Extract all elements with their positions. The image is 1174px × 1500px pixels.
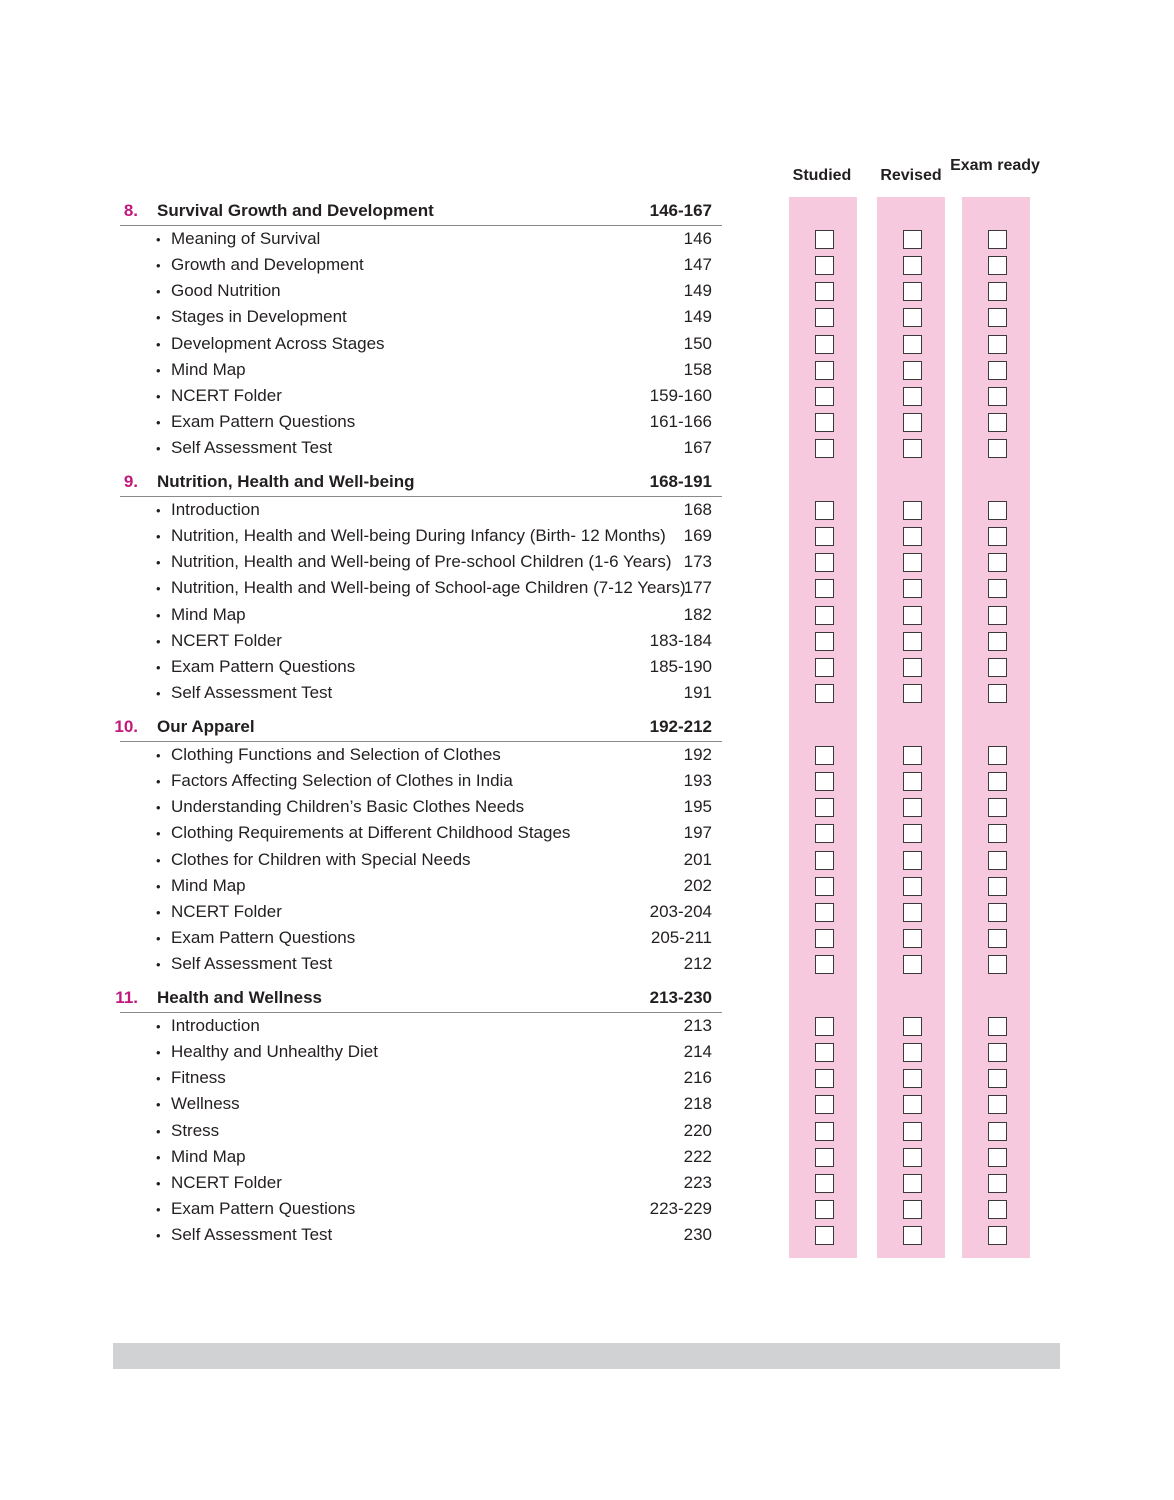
revised-checkbox[interactable] (903, 282, 922, 301)
studied-checkbox[interactable] (815, 230, 834, 249)
studied-checkbox[interactable] (815, 1122, 834, 1141)
revised-checkbox[interactable] (903, 387, 922, 406)
exam-ready-checkbox[interactable] (988, 256, 1007, 275)
topic-label: Stages in Development (171, 307, 347, 327)
chapter-title: Our Apparel (157, 717, 255, 736)
topic-label: Exam Pattern Questions (171, 928, 356, 948)
studied-checkbox[interactable] (815, 1148, 834, 1167)
exam-ready-checkbox[interactable] (988, 1069, 1007, 1088)
chapter-title: Health and Wellness (157, 988, 323, 1007)
revised-checkbox[interactable] (903, 772, 922, 791)
topic-page: 149 (683, 307, 712, 327)
topic-label: NCERT Folder (171, 1172, 282, 1192)
revised-checkbox[interactable] (903, 579, 922, 598)
exam-ready-checkbox[interactable] (988, 579, 1007, 598)
bullet-icon: • (156, 1175, 161, 1191)
chapter-number: 9. (123, 472, 138, 491)
chapter-number: 11. (115, 988, 138, 1007)
topic-page: 168 (683, 500, 712, 519)
topic-page: 183-184 (649, 630, 712, 650)
topic-page: 191 (683, 683, 712, 703)
topic-label: Exam Pattern Questions (171, 656, 356, 676)
exam-ready-checkbox[interactable] (988, 1200, 1007, 1219)
studied-checkbox[interactable] (815, 413, 834, 432)
revised-checkbox[interactable] (903, 684, 922, 703)
topic-page: 214 (683, 1042, 712, 1062)
chapter-pages: 168-191 (649, 472, 712, 491)
topic-page: 216 (683, 1068, 712, 1088)
exam-ready-checkbox[interactable] (988, 1174, 1007, 1193)
column-header-exam-ready: Exam ready (950, 157, 1040, 174)
exam-ready-checkbox[interactable] (988, 851, 1007, 870)
exam-ready-checkbox[interactable] (988, 955, 1007, 974)
bullet-icon: • (156, 1228, 161, 1244)
revised-checkbox[interactable] (903, 361, 922, 380)
topic-label: Development Across Stages (171, 333, 385, 353)
topic-page: 182 (683, 604, 712, 624)
revised-checkbox[interactable] (903, 1069, 922, 1088)
revised-checkbox[interactable] (903, 1148, 922, 1167)
footer-bar (113, 1343, 1060, 1369)
revised-checkbox[interactable] (903, 632, 922, 651)
bullet-icon: • (156, 852, 161, 868)
topic-label: Clothing Requirements at Different Childhood Stages (171, 823, 571, 843)
revised-checkbox[interactable] (903, 527, 922, 546)
topic-page: 223 (683, 1172, 712, 1192)
topic-page: 205-211 (650, 928, 712, 948)
revised-checkbox[interactable] (903, 308, 922, 327)
bullet-icon: • (156, 503, 161, 518)
topic-label: NCERT Folder (171, 630, 282, 650)
topic-page: 147 (683, 255, 712, 275)
topic-label: Nutrition, Health and Well-being of Pre-school Children (1-6 Years) (171, 552, 672, 572)
bullet-icon: • (156, 1045, 161, 1061)
studied-checkbox[interactable] (815, 1174, 834, 1193)
topic-label: Self Assessment Test (171, 954, 333, 974)
revised-checkbox[interactable] (903, 1043, 922, 1062)
bullet-icon: • (156, 258, 161, 274)
studied-checkbox[interactable] (815, 439, 834, 458)
exam-ready-checkbox[interactable] (988, 527, 1007, 546)
revised-checkbox[interactable] (903, 439, 922, 458)
topic-label: Nutrition, Health and Well-being During Infancy (Birth- 12 Months) (171, 526, 666, 546)
revised-checkbox[interactable] (903, 413, 922, 432)
topic-label: Healthy and Unhealthy Diet (171, 1042, 378, 1062)
bullet-icon: • (156, 931, 161, 947)
topic-page: 173 (683, 552, 712, 572)
bullet-icon: • (156, 555, 161, 571)
topic-label: Clothes for Children with Special Needs (171, 849, 471, 869)
exam-ready-checkbox[interactable] (988, 606, 1007, 625)
chapter-pages: 213-230 (649, 988, 712, 1007)
bullet-icon: • (156, 529, 161, 545)
exam-ready-checkbox[interactable] (988, 658, 1007, 677)
exam-ready-checkbox[interactable] (988, 1043, 1007, 1062)
topic-page: 169 (683, 526, 712, 546)
studied-checkbox[interactable] (815, 877, 834, 896)
studied-checkbox[interactable] (815, 1226, 834, 1245)
topic-page: 185-190 (649, 656, 712, 676)
studied-checkbox[interactable] (815, 955, 834, 974)
revised-checkbox[interactable] (903, 824, 922, 843)
studied-checkbox[interactable] (815, 256, 834, 275)
bullet-icon: • (156, 748, 161, 763)
chapter-divider (120, 1012, 722, 1013)
topic-page: 177 (683, 578, 712, 598)
exam-ready-checkbox[interactable] (988, 501, 1007, 520)
chapter-pages: 192-212 (649, 717, 712, 736)
topic-label: Nutrition, Health and Well-being of School-age Children (7-12 Years) (171, 578, 686, 598)
chapter-divider (120, 225, 722, 226)
topic-page: 197 (683, 823, 712, 843)
chapter-number: 8. (123, 201, 138, 220)
bullet-icon: • (156, 826, 161, 842)
exam-ready-checkbox[interactable] (988, 230, 1007, 249)
studied-checkbox[interactable] (815, 903, 834, 922)
topic-label: Mind Map (171, 875, 246, 895)
topic-label: Exam Pattern Questions (171, 1199, 356, 1219)
bullet-icon: • (156, 686, 161, 702)
bullet-icon: • (156, 1149, 161, 1165)
studied-checkbox[interactable] (815, 579, 834, 598)
exam-ready-checkbox[interactable] (988, 632, 1007, 651)
revised-checkbox[interactable] (903, 256, 922, 275)
chapter-number: 10. (114, 717, 138, 736)
exam-ready-checkbox[interactable] (988, 903, 1007, 922)
bullet-icon: • (156, 1123, 161, 1139)
topic-label: Meaning of Survival (171, 229, 321, 248)
studied-checkbox[interactable] (815, 798, 834, 817)
topic-page: 201 (683, 849, 712, 869)
column-header-studied: Studied (792, 167, 852, 184)
bullet-icon: • (156, 957, 161, 973)
topic-page: 218 (683, 1094, 712, 1114)
bullet-icon: • (156, 310, 161, 326)
topic-page: 202 (683, 875, 712, 895)
exam-ready-checkbox[interactable] (988, 746, 1007, 765)
exam-ready-checkbox[interactable] (988, 929, 1007, 948)
bullet-icon: • (156, 800, 161, 816)
chapter-divider (120, 741, 722, 742)
revised-checkbox[interactable] (903, 955, 922, 974)
exam-ready-checkbox[interactable] (988, 1122, 1007, 1141)
studied-checkbox[interactable] (815, 746, 834, 765)
bullet-icon: • (156, 1097, 161, 1113)
topic-label: Mind Map (171, 359, 246, 379)
exam-ready-checkbox[interactable] (988, 553, 1007, 572)
topic-page: 212 (683, 954, 712, 974)
topic-page: 223-229 (649, 1199, 712, 1219)
exam-ready-checkbox[interactable] (988, 1148, 1007, 1167)
bullet-icon: • (156, 232, 161, 247)
bullet-icon: • (156, 607, 161, 623)
studied-checkbox[interactable] (815, 1043, 834, 1062)
topic-label: Wellness (171, 1094, 240, 1114)
topic-label: Growth and Development (171, 255, 364, 275)
revised-checkbox[interactable] (903, 553, 922, 572)
studied-checkbox[interactable] (815, 772, 834, 791)
topic-page: 220 (683, 1120, 712, 1140)
bullet-icon: • (156, 878, 161, 894)
topic-label: Mind Map (171, 1146, 246, 1166)
studied-checkbox[interactable] (815, 335, 834, 354)
topic-page: 192 (683, 745, 712, 764)
exam-ready-checkbox[interactable] (988, 877, 1007, 896)
chapter-title: Survival Growth and Development (157, 201, 434, 220)
exam-ready-checkbox[interactable] (988, 1226, 1007, 1245)
topic-label: Factors Affecting Selection of Clothes in India (171, 771, 513, 791)
bullet-icon: • (156, 1202, 161, 1218)
bullet-icon: • (156, 415, 161, 431)
exam-ready-checkbox[interactable] (988, 684, 1007, 703)
exam-ready-checkbox[interactable] (988, 387, 1007, 406)
topic-label: Introduction (171, 1016, 260, 1035)
exam-ready-checkbox[interactable] (988, 282, 1007, 301)
studied-checkbox[interactable] (815, 1017, 834, 1036)
bullet-icon: • (156, 633, 161, 649)
topic-page: 222 (683, 1146, 712, 1166)
exam-ready-checkbox[interactable] (988, 824, 1007, 843)
topic-label: Understanding Children’s Basic Clothes Needs (171, 797, 525, 817)
revised-checkbox[interactable] (903, 1095, 922, 1114)
revised-checkbox[interactable] (903, 1226, 922, 1245)
topic-page: 167 (683, 438, 712, 458)
topic-page: 149 (683, 281, 712, 301)
topic-page: 193 (683, 771, 712, 791)
column-header-revised: Revised (880, 167, 942, 184)
revised-checkbox[interactable] (903, 335, 922, 354)
topic-label: NCERT Folder (171, 901, 282, 921)
studied-checkbox[interactable] (815, 387, 834, 406)
studied-checkbox[interactable] (815, 606, 834, 625)
revised-checkbox[interactable] (903, 929, 922, 948)
revised-checkbox[interactable] (903, 501, 922, 520)
bullet-icon: • (156, 659, 161, 675)
bullet-icon: • (156, 581, 161, 597)
studied-checkbox[interactable] (815, 282, 834, 301)
bullet-icon: • (156, 1071, 161, 1087)
studied-checkbox[interactable] (815, 1200, 834, 1219)
topic-page: 213 (683, 1016, 712, 1035)
chapter-divider (120, 496, 722, 497)
bullet-icon: • (156, 774, 161, 790)
topic-page: 150 (683, 333, 712, 353)
topic-label: Self Assessment Test (171, 438, 333, 458)
exam-ready-checkbox[interactable] (988, 335, 1007, 354)
bullet-icon: • (156, 1019, 161, 1034)
topic-page: 161-166 (649, 412, 712, 432)
revised-checkbox[interactable] (903, 746, 922, 765)
revised-checkbox[interactable] (903, 658, 922, 677)
topic-label: NCERT Folder (171, 385, 282, 405)
topic-page: 146 (683, 229, 712, 248)
studied-checkbox[interactable] (815, 851, 834, 870)
studied-checkbox[interactable] (815, 527, 834, 546)
exam-ready-checkbox[interactable] (988, 1017, 1007, 1036)
exam-ready-checkbox[interactable] (988, 1095, 1007, 1114)
chapter-title: Nutrition, Health and Well-being (157, 472, 415, 491)
studied-checkbox[interactable] (815, 824, 834, 843)
topic-label: Fitness (171, 1068, 226, 1088)
topic-page: 195 (683, 797, 712, 817)
bullet-icon: • (156, 284, 161, 300)
revised-checkbox[interactable] (903, 606, 922, 625)
topic-label: Self Assessment Test (171, 683, 333, 703)
studied-checkbox[interactable] (815, 684, 834, 703)
exam-ready-checkbox[interactable] (988, 439, 1007, 458)
topic-label: Exam Pattern Questions (171, 412, 356, 432)
revised-checkbox[interactable] (903, 851, 922, 870)
revised-checkbox[interactable] (903, 1200, 922, 1219)
revised-checkbox[interactable] (903, 798, 922, 817)
topic-page: 158 (683, 359, 712, 379)
studied-checkbox[interactable] (815, 632, 834, 651)
topic-page: 203-204 (649, 901, 712, 921)
topic-label: Good Nutrition (171, 281, 281, 301)
studied-checkbox[interactable] (815, 501, 834, 520)
topic-label: Mind Map (171, 604, 246, 624)
bullet-icon: • (156, 336, 161, 352)
studied-checkbox[interactable] (815, 553, 834, 572)
topic-label: Clothing Functions and Selection of Clothes (171, 745, 501, 764)
exam-ready-checkbox[interactable] (988, 798, 1007, 817)
topic-label: Stress (171, 1120, 220, 1140)
revised-checkbox[interactable] (903, 877, 922, 896)
exam-ready-checkbox[interactable] (988, 361, 1007, 380)
bullet-icon: • (156, 904, 161, 920)
revised-checkbox[interactable] (903, 1174, 922, 1193)
revised-checkbox[interactable] (903, 903, 922, 922)
topic-label: Self Assessment Test (171, 1225, 333, 1245)
revised-checkbox[interactable] (903, 230, 922, 249)
bullet-icon: • (156, 362, 161, 378)
topic-label: Introduction (171, 500, 260, 519)
studied-checkbox[interactable] (815, 308, 834, 327)
revised-checkbox[interactable] (903, 1122, 922, 1141)
studied-checkbox[interactable] (815, 361, 834, 380)
revised-checkbox[interactable] (903, 1017, 922, 1036)
studied-checkbox[interactable] (815, 929, 834, 948)
studied-checkbox[interactable] (815, 1069, 834, 1088)
studied-checkbox[interactable] (815, 658, 834, 677)
topic-page: 159-160 (649, 385, 712, 405)
bullet-icon: • (156, 388, 161, 404)
exam-ready-checkbox[interactable] (988, 772, 1007, 791)
chapter-pages: 146-167 (649, 201, 712, 220)
exam-ready-checkbox[interactable] (988, 308, 1007, 327)
topic-page: 230 (683, 1225, 712, 1245)
studied-checkbox[interactable] (815, 1095, 834, 1114)
exam-ready-checkbox[interactable] (988, 413, 1007, 432)
bullet-icon: • (156, 441, 161, 457)
